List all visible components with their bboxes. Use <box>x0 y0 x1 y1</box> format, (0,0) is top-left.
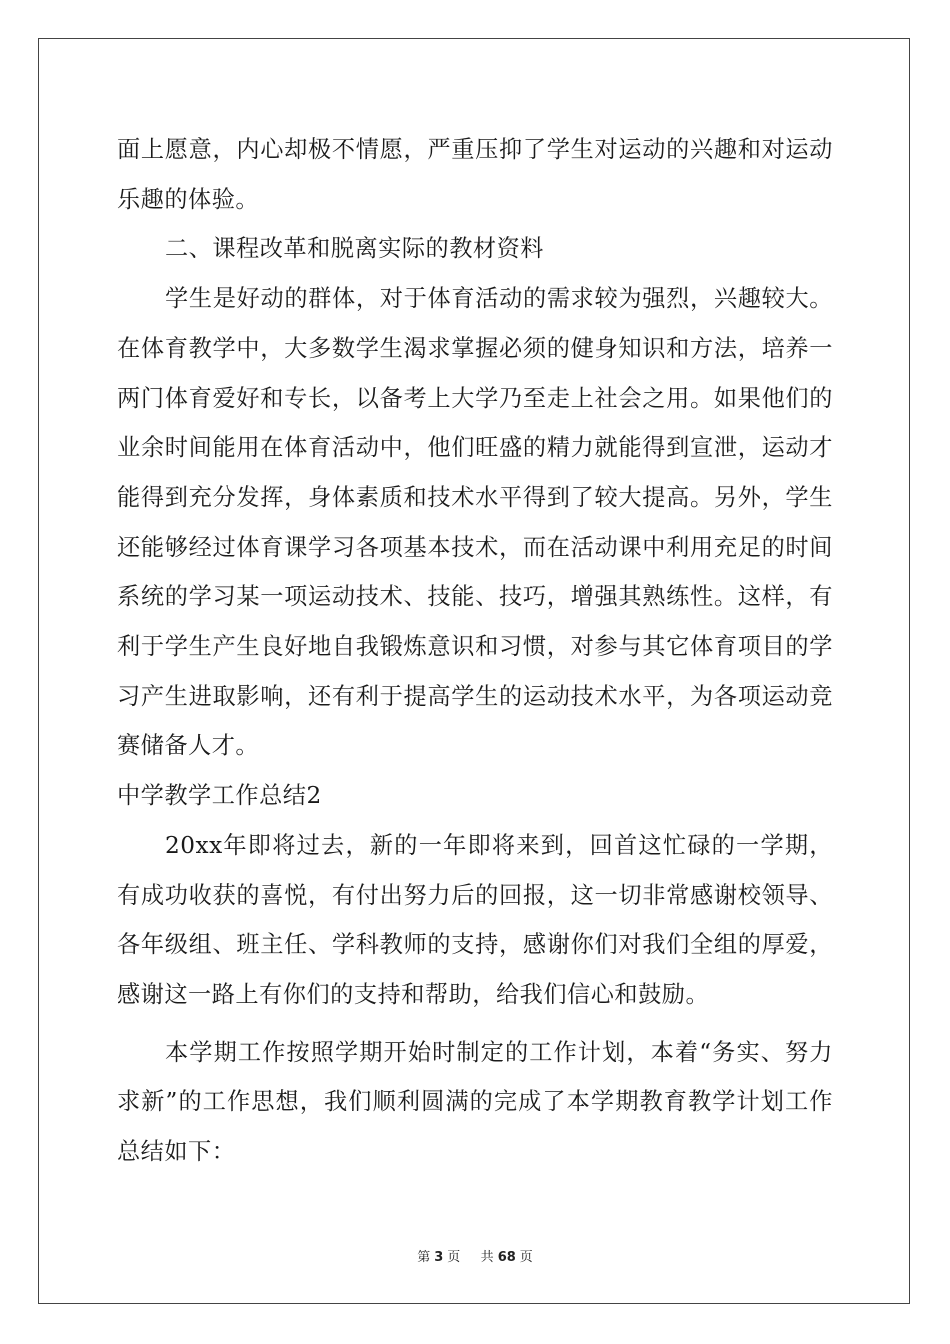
total-label: 页 <box>519 1250 533 1265</box>
page-prefix: 第 <box>417 1250 431 1265</box>
total-prefix: 共 <box>480 1250 494 1265</box>
current-page: 3 <box>434 1250 444 1265</box>
page-footer <box>0 1246 950 1265</box>
page-number <box>415 1250 462 1265</box>
document-body <box>117 125 833 1177</box>
page-label: 页 <box>447 1250 461 1265</box>
article-title: 中学教学工作总结2 <box>117 782 322 810</box>
page-total <box>479 1250 535 1265</box>
paragraph-body: 学生是好动的群体，对于体育活动的需求较为强烈，兴趣较大。在体育教学中，大多数学生渴求掌握必须的健身知识和方法，培养一两门体育爱好和专长，以备考上大学乃至走上社会之用。如果他们的业余时间能用在体育活动中，他们旺盛的精力就能得到宣泄，运动才能得到充分发挥，身体素质和技术水平得到了较大提高。另外，学生还能够经过体育课学习各项基本技术，而在活动课中利用充足的时间系统的学习某一项运动技术、技能、技巧，增强其熟练性。这样，有利于学生产生良好地自我锻炼意识和习惯，对参与其它体育项目的学习产生进取影响，还有利于提高学生的运动技术水平，为各项运动竞赛储备人才。 <box>117 285 833 760</box>
paragraph-body: 本学期工作按照学期开始时制定的工作计划，本着“务实、努力求新”的工作思想，我们顺利圆满的完成了本学期教育教学计划工作总结如下： <box>117 1038 833 1166</box>
total-pages: 68 <box>497 1250 516 1265</box>
paragraph-body: 20xx年即将过去，新的一年即将来到，回首这忙碌的一学期，有成功收获的喜悦，有付出努力后的回报，这一切非常感谢校领导、各年级组、班主任、学科教师的支持，感谢你们对我们全组的厚爱，感谢这一路上有你们的支持和帮助，给我们信心和鼓励。 <box>117 831 833 1008</box>
paragraph-continuation: 面上愿意，内心却极不情愿，严重压抑了学生对运动的兴趣和对运动乐趣的体验。 <box>117 136 833 213</box>
section-heading: 二、课程改革和脱离实际的教材资料 <box>165 235 544 263</box>
